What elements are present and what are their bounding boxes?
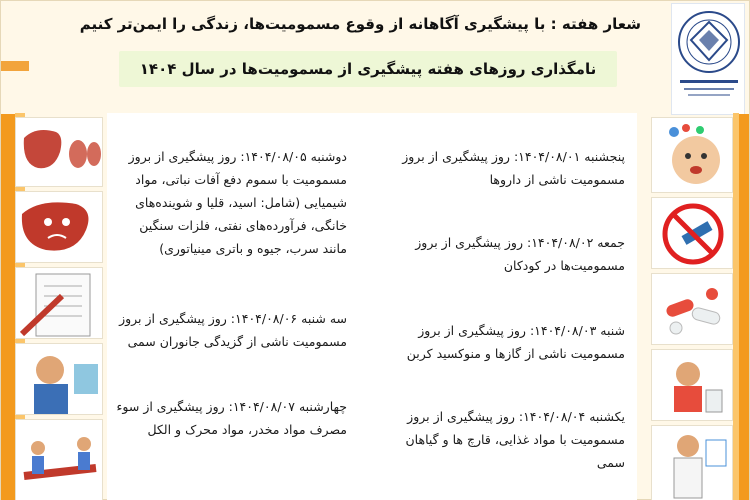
university-logo-icon (671, 3, 745, 115)
day-entry-wednesday: چهارشنبه ۱۴۰۴/۰۸/۰۷: روز پیشگیری از سوء مصرف مواد مخدر، مواد محرک و الکل (116, 399, 347, 437)
no-drugs-icon (651, 197, 733, 269)
page-title: نامگذاری روزهای هفته پیشگیری از مسمومیت‌ها در سال ۱۴۰۴ (119, 51, 617, 87)
pills-icon (651, 273, 733, 345)
left-image-column (15, 117, 103, 500)
right-image-column (651, 117, 733, 500)
doctor-icon (651, 425, 733, 500)
day-entry-thursday: پنجشنبه ۱۴۰۴/۰۸/۰۱: روز پیشگیری از بروز مسمومیت ناشی از داروها (402, 149, 625, 187)
right-decor-strip-light (733, 113, 739, 500)
slogan-heading: شعار هفته : با پیشگیری آگاهانه از وقوع مسمومیت‌ها، زندگی را ایمن‌تر کنیم (79, 15, 641, 33)
day-entry-monday: دوشنبه ۱۴۰۴/۰۸/۰۵: روز پیشگیری از بروز مسمومیت با سموم دفع آفات نباتی، مواد شیمیایی (شامل: اسید، قلیا و شوینده‌های خانگی، فرآورده‌های نفتی، فلزات سنگین مانند سرب، جیوه و باتری مینیاتوری) (128, 149, 347, 256)
day-entry-saturday: شنبه ۱۴۰۴/۰۸/۰۳: روز پیشگیری از بروز مسمومیت ناشی از گازها و منوکسید کربن (406, 323, 625, 361)
day-entry-friday: جمعه ۱۴۰۴/۰۸/۰۲: روز پیشگیری از بروز مسمومیت‌ها در کودکان (415, 235, 625, 273)
prescription-pencil-icon (15, 267, 103, 339)
content-panel (107, 113, 637, 500)
right-decor-strip (739, 114, 749, 500)
day-entry-tuesday: سه شنبه ۱۴۰۴/۰۸/۰۶: روز پیشگیری از بروز مسمومیت ناشی از گزیدگی جانوران سمی (119, 311, 347, 349)
top-decor-bar (1, 61, 29, 71)
child-pills-icon (651, 117, 733, 193)
stretcher-icon (15, 419, 103, 500)
day-entry-sunday: یکشنبه ۱۴۰۴/۰۸/۰۴: روز پیشگیری از بروز مسمومیت با مواد غذایی، قارچ ها و گیاهان سمی (405, 409, 625, 470)
sick-liver-icon (15, 191, 103, 263)
liver-kidney-icon (15, 117, 103, 187)
sick-man-icon (15, 343, 103, 415)
child-medicine-icon (651, 349, 733, 421)
left-decor-strip (1, 114, 15, 500)
